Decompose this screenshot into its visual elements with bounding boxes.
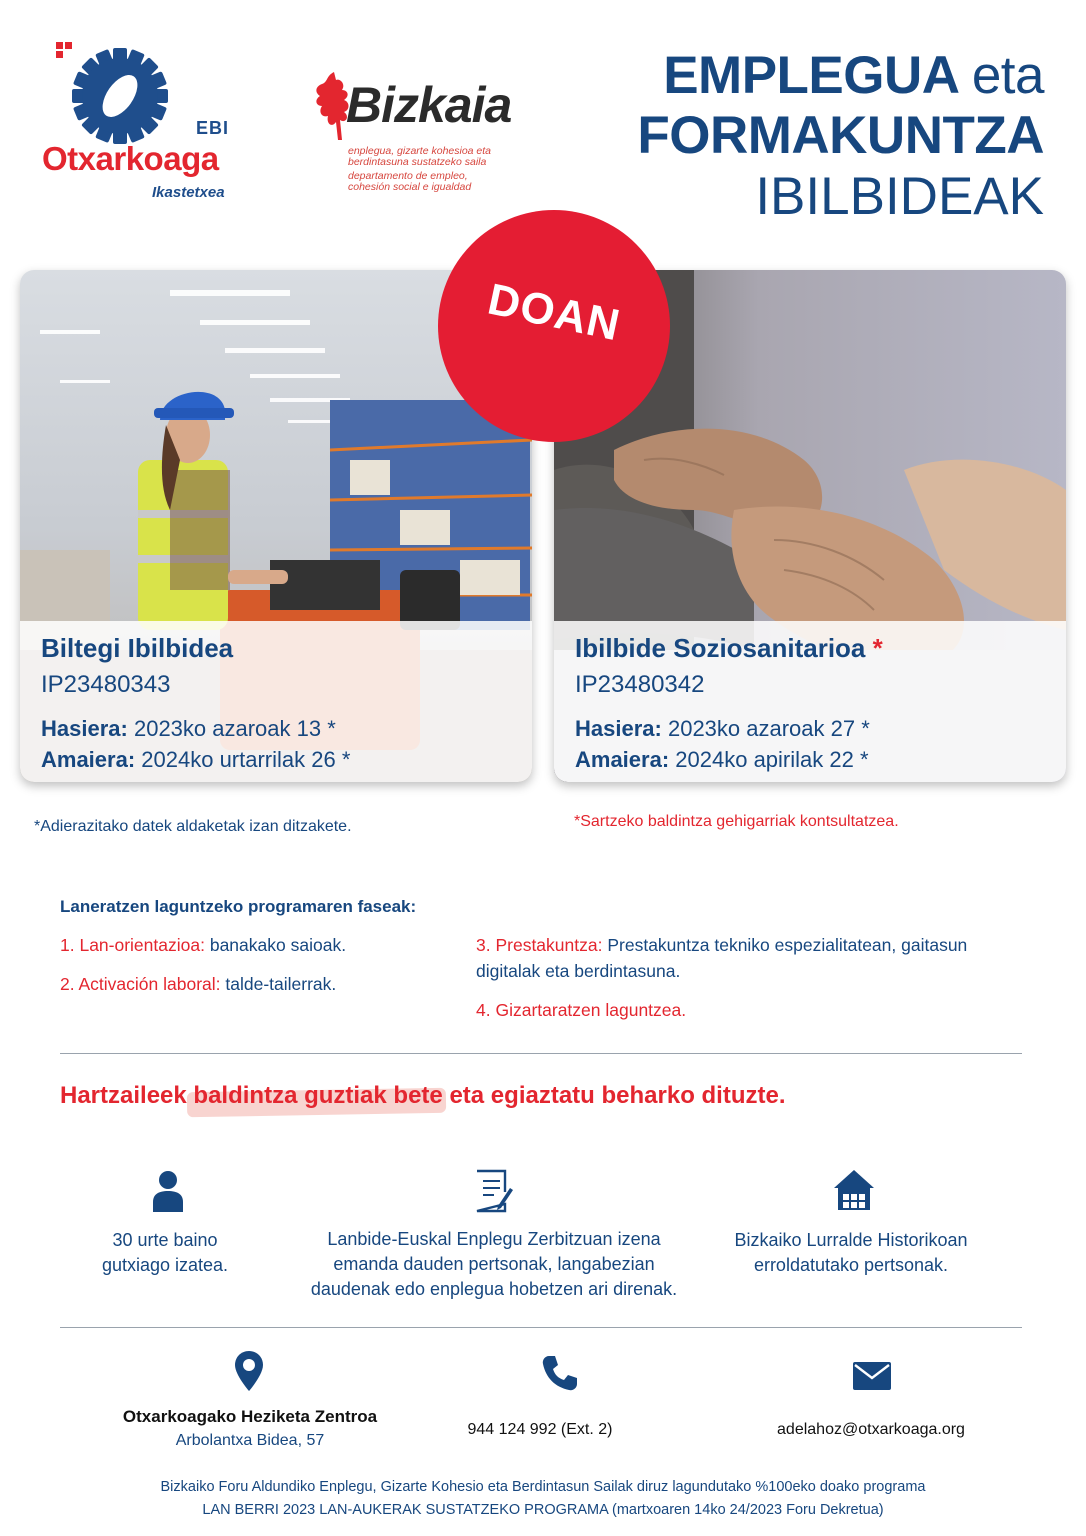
contact-phone: 944 124 992 (Ext. 2) bbox=[467, 1421, 613, 1438]
requirement-age: 30 urte baino gutxiago izatea. bbox=[101, 1230, 229, 1275]
contact-email[interactable]: adelahoz@otxarkoaga.org bbox=[777, 1421, 965, 1438]
requirements-statement: Hartzaileek baldintza guztiak bete eta egiaztatu beharko dituzte. bbox=[60, 1082, 786, 1109]
highlighted-phrase: baldintza guztiak bete bbox=[193, 1082, 443, 1109]
footer-program-line: LAN BERRI 2023 LAN-AUKERAK SUSTATZEKO PROGRAMA (martxoaren 14ko 24/2023 Foru Dekretua) bbox=[202, 1502, 884, 1518]
divider bbox=[60, 1053, 1022, 1054]
location-pin-icon bbox=[234, 1350, 264, 1392]
start-date: 2023ko azaroak 13 * bbox=[133, 716, 336, 741]
otxarkoaga-name: Otxarkoaga bbox=[42, 140, 219, 177]
title-line2: FORMAKUNTZA bbox=[637, 106, 1044, 165]
document-icon bbox=[474, 1168, 514, 1214]
title-line3: IBILBIDEAK bbox=[755, 167, 1044, 226]
phase-item-3: 3. Prestakuntza: Prestakuntza tekniko espezialitatean, gaitasun digitalak eta berdintasuna. bbox=[476, 935, 968, 981]
start-date: 2023ko azaroak 27 * bbox=[667, 716, 870, 741]
bizkaia-dept-line: enplegua, gizarte kohesioa eta bbox=[348, 145, 492, 157]
dates-note: *Adierazitako datek aldaketak izan ditzakete. bbox=[34, 818, 352, 835]
otxarkoaga-subtitle: Ikastetxea bbox=[152, 184, 225, 201]
otxarkoaga-logo bbox=[36, 38, 256, 208]
end-date: 2024ko urtarrilak 26 * bbox=[141, 747, 351, 772]
card-info-panel bbox=[554, 621, 1066, 782]
asterisk-mark: * bbox=[872, 633, 883, 663]
conditions-note: *Sartzeko baldintza gehigarriak kontsultatzea. bbox=[574, 813, 899, 830]
requirement-registered: Lanbide-Euskal Enplegu Zerbitzuan izena emanda dauden pertsonak, langabezian daudenak edo enplegua hobetzen ari direnak. bbox=[310, 1229, 678, 1299]
phases-heading: Laneratzen laguntzeko programaren faseak: bbox=[60, 897, 417, 916]
bizkaia-dept-line: berdintasuna sustatzeko saila bbox=[348, 156, 487, 168]
course-title: Ibilbide Soziosanitarioa bbox=[575, 633, 866, 663]
phase-item-4: 4. Gizartaratzen laguntzea. bbox=[476, 1000, 687, 1020]
house-icon bbox=[832, 1168, 876, 1212]
footer-funding-line: Bizkaiko Foru Aldundiko Enplegu, Gizarte Kohesio eta Berdintasun Sailak diruz lagundutako %100eko doako programa bbox=[160, 1479, 926, 1495]
gear-icon bbox=[54, 38, 174, 148]
center-address: Arbolantxa Bidea, 57 bbox=[175, 1432, 325, 1449]
center-name: Otxarkoagako Heziketa Zentroa bbox=[122, 1407, 378, 1426]
free-badge-label: DOAN bbox=[483, 274, 625, 351]
bizkaia-dept-line: departamento de empleo, bbox=[348, 170, 468, 182]
contact-address-block bbox=[100, 1407, 400, 1450]
divider bbox=[60, 1327, 1022, 1328]
requirement-residence: Bizkaiko Lurralde Historikoan erroldatutako pertsonak. bbox=[734, 1230, 968, 1275]
free-badge bbox=[438, 210, 670, 442]
bizkaia-name: Bizkaia bbox=[346, 77, 512, 133]
start-label: Hasiera: bbox=[41, 716, 128, 741]
end-label: Amaiera: bbox=[41, 747, 136, 772]
course-code: IP23480342 bbox=[575, 671, 705, 698]
phase-item-1: 1. Lan-orientazioa: banakako saioak. bbox=[60, 935, 347, 955]
envelope-icon bbox=[852, 1361, 892, 1391]
title-line1-light: eta bbox=[971, 46, 1044, 105]
course-code: IP23480343 bbox=[41, 671, 171, 698]
page-title bbox=[637, 46, 1044, 228]
card-info-panel bbox=[20, 621, 532, 782]
phase-item-2: 2. Activación laboral: talde-tailerrak. bbox=[60, 974, 337, 994]
start-label: Hasiera: bbox=[575, 716, 662, 741]
person-icon bbox=[151, 1170, 185, 1212]
end-date: 2024ko apirilak 22 * bbox=[675, 747, 869, 772]
course-title: Biltegi Ibilbidea bbox=[41, 633, 234, 663]
end-label: Amaiera: bbox=[575, 747, 670, 772]
ebi-label: EBI bbox=[196, 118, 230, 138]
bizkaia-logo bbox=[312, 64, 552, 204]
title-line1-bold: EMPLEGUA bbox=[663, 46, 958, 105]
phone-icon bbox=[541, 1354, 579, 1392]
bizkaia-dept-line: cohesión social e igualdad bbox=[348, 181, 472, 193]
